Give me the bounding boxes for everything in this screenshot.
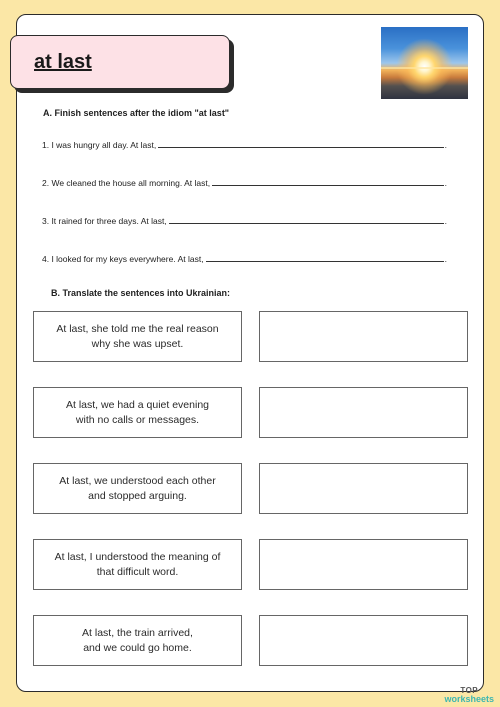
translate-sentence-4-line1: At last, I understood the meaning of	[54, 550, 221, 563]
sentence-2-text: 2. We cleaned the house all morning. At last,	[42, 178, 211, 188]
sentence-3	[42, 215, 447, 226]
translate-sentence-1-line1: At last, she told me the real reason	[56, 322, 219, 335]
translate-sentence-5	[33, 615, 242, 666]
sentence-3-text: 3. It rained for three days. At last,	[42, 216, 167, 226]
title-box	[10, 35, 230, 89]
translate-sentence-2	[33, 387, 242, 438]
sentence-4-text: 4. I looked for my keys everywhere. At last,	[42, 254, 204, 264]
translate-sentence-1	[33, 311, 242, 362]
translate-sentence-1-line2: why she was upset.	[91, 337, 184, 350]
translate-sentence-4-line2: that difficult word.	[96, 565, 179, 578]
sunrise-image	[381, 27, 468, 99]
page-title: at last	[34, 51, 92, 73]
translate-sentence-5-line2: and we could go home.	[83, 641, 192, 654]
answer-blank-3[interactable]	[169, 215, 444, 224]
answer-blank-4[interactable]	[206, 253, 444, 262]
translate-sentence-3-line2: and stopped arguing.	[88, 489, 187, 502]
translation-answer-box-2[interactable]	[259, 387, 468, 438]
translation-answer-box-4[interactable]	[259, 539, 468, 590]
sentence-4	[42, 253, 447, 264]
sentence-2-end: .	[444, 178, 447, 188]
sentence-2	[42, 177, 447, 188]
translate-sentence-2-line1: At last, we had a quiet evening	[65, 398, 209, 411]
translation-answer-box-3[interactable]	[259, 463, 468, 514]
sentence-1-end: .	[444, 140, 447, 150]
answer-blank-2[interactable]	[212, 177, 444, 186]
translate-sentence-4	[33, 539, 242, 590]
topworksheets-logo	[444, 686, 494, 704]
logo-top-text: TOP	[460, 686, 479, 695]
sentence-1	[42, 139, 447, 150]
logo-worksheets-text: worksheets	[444, 694, 494, 704]
translate-sentence-2-line2: with no calls or messages.	[75, 413, 200, 426]
sentence-1-text: 1. I was hungry all day. At last,	[42, 140, 157, 150]
translate-sentence-5-line1: At last, the train arrived,	[82, 626, 193, 639]
sentence-4-end: .	[444, 254, 447, 264]
translation-answer-box-1[interactable]	[259, 311, 468, 362]
translation-answer-box-5[interactable]	[259, 615, 468, 666]
sentence-3-end: .	[444, 216, 447, 226]
translate-sentence-3-line1: At last, we understood each other	[59, 474, 216, 487]
translate-sentence-3	[33, 463, 242, 514]
section-b-heading: B. Translate the sentences into Ukrainian:	[51, 288, 231, 298]
section-a-heading: A. Finish sentences after the idiom "at last"	[43, 108, 230, 118]
answer-blank-1[interactable]	[158, 139, 443, 148]
